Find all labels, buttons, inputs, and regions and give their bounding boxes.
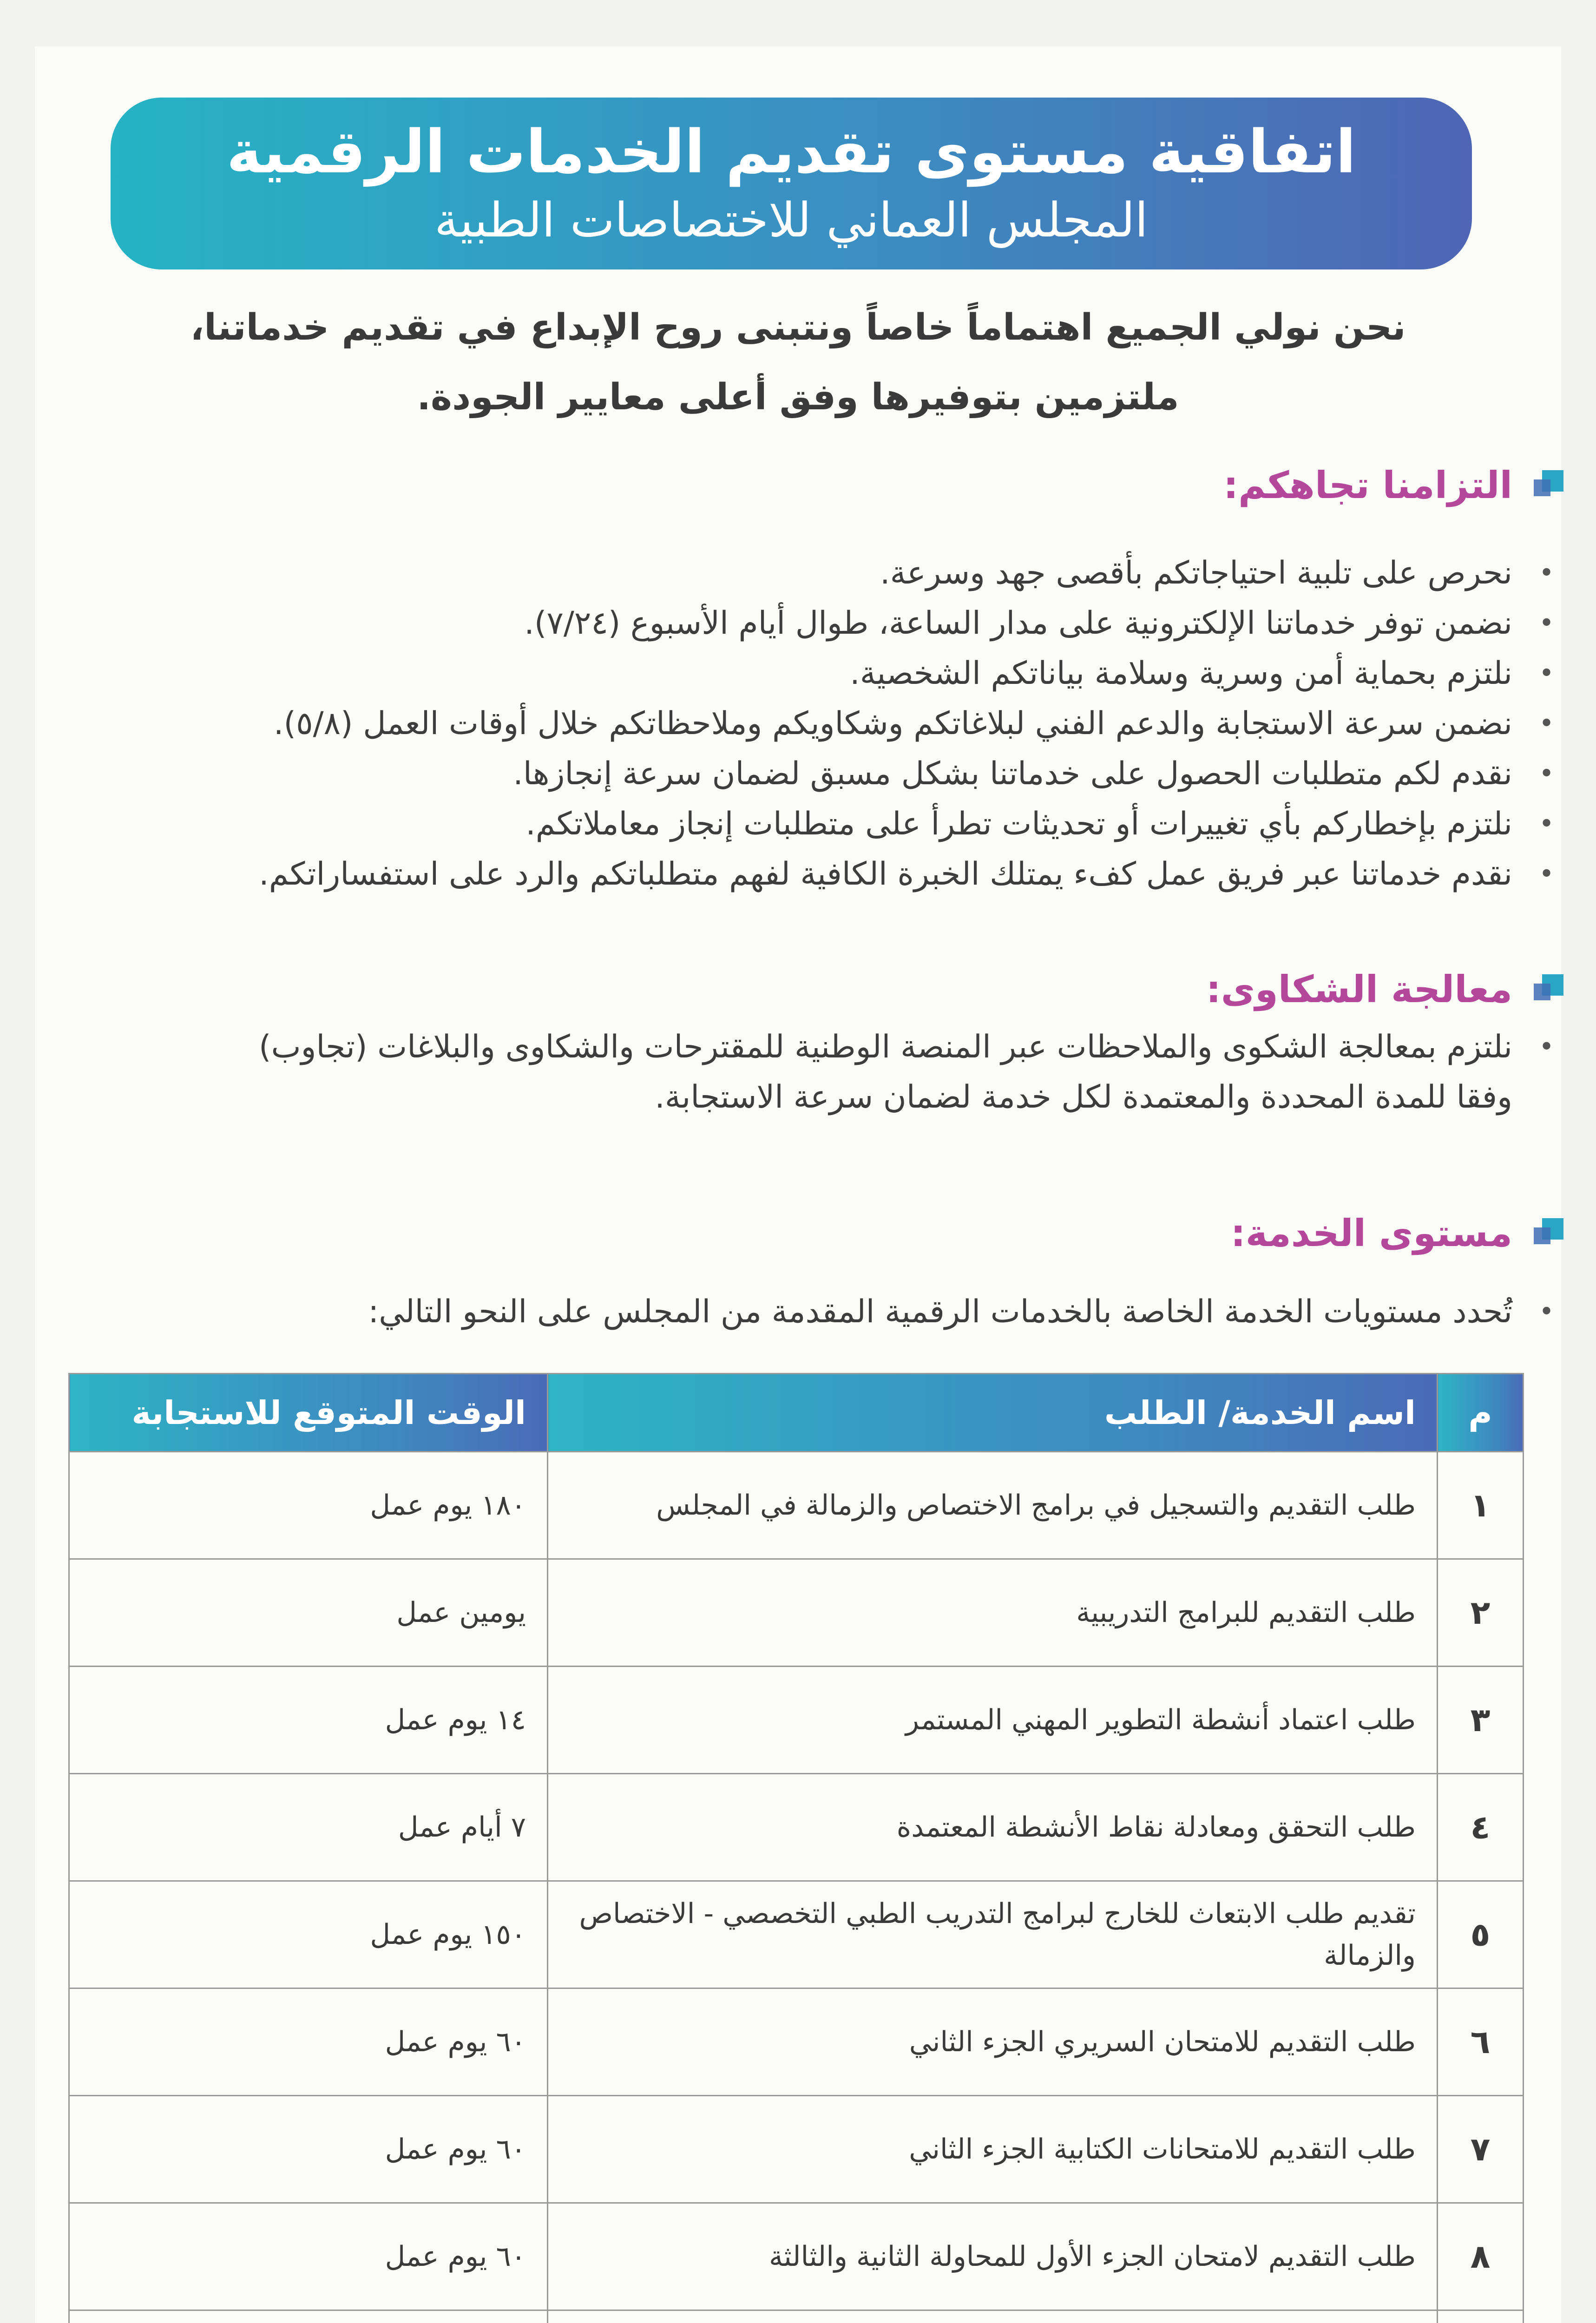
response-time: ١٤ يوم عمل [69, 1667, 548, 1774]
service-name: طلب التقديم للامتحانات الكتابية الجزء الثاني [548, 2096, 1438, 2203]
row-number: ٢ [1438, 1559, 1524, 1667]
row-number: ٤ [1438, 1774, 1524, 1881]
service-name [548, 2310, 1438, 2323]
service-name: طلب التقديم والتسجيل في برامج الاختصاص والزمالة في المجلس [548, 1452, 1438, 1559]
section-title-service-level [1231, 1208, 1563, 1259]
section-title-complaints [1206, 964, 1563, 1015]
response-time: ٦٠ يوم عمل [69, 2096, 548, 2203]
row-number: ٨ [1438, 2203, 1524, 2310]
table-row [69, 1667, 1524, 1774]
table-row [69, 2096, 1524, 2203]
service-name: طلب اعتماد أنشطة التطوير المهني المستمر [548, 1667, 1438, 1774]
response-time: ٦٠ يوم عمل [69, 2203, 548, 2310]
list-item: • نضمن توفر خدماتنا الإلكترونية على مدار الساعة، طوال أيام الأسبوع (٧/٢٤). [74, 598, 1554, 649]
list-item: • نقدم لكم متطلبات الحصول على خدماتنا بشكل مسبق لضمان سرعة إنجازها. [74, 749, 1554, 799]
table-row [69, 2203, 1524, 2310]
service-name: تقديم طلب الابتعاث للخارج لبرامج التدريب الطبي التخصصي - الاختصاص والزمالة [548, 1881, 1438, 1988]
section-title-text: مستوى الخدمة: [1230, 1212, 1512, 1255]
list-item: • نحرص على تلبية احتياجاتكم بأقصى جهد وسرعة. [74, 548, 1554, 598]
list-item: • تُحدد مستويات الخدمة الخاصة بالخدمات الرقمية المقدمة من المجلس على النحو التالي: [74, 1287, 1554, 1337]
intro-line-1: نحن نولي الجميع اهتماماً خاصاً ونتبنى روح الإبداع في تقديم خدماتنا، [190, 307, 1406, 348]
service-name: طلب التحقق ومعادلة نقاط الأنشطة المعتمدة [548, 1774, 1438, 1881]
section-bullet-icon [1535, 470, 1563, 499]
column-header-response-time: الوقت المتوقع للاستجابة [69, 1374, 548, 1452]
table-row [69, 1774, 1524, 1881]
section-title-commitment [1223, 460, 1563, 511]
table-row [69, 1559, 1524, 1667]
response-time: ٦٠ يوم عمل [69, 1988, 548, 2096]
row-number: ٦ [1438, 1988, 1524, 2096]
table-row [69, 1452, 1524, 1559]
service-level-table [70, 1373, 1524, 2323]
response-time: يومين عمل [69, 1559, 548, 1667]
section-title-text: التزامنا تجاهكم: [1223, 464, 1512, 507]
list-item: • نلتزم بحماية أمن وسرية وسلامة بياناتكم الشخصية. [74, 649, 1554, 699]
column-header-service: اسم الخدمة/ الطلب [548, 1374, 1438, 1452]
table-row [69, 1881, 1524, 1988]
list-item [70, 1022, 1554, 1122]
row-number: ١ [1438, 1452, 1524, 1559]
section-bullet-icon [1535, 1218, 1563, 1247]
complaints-list [70, 1022, 1554, 1122]
table-header-row [69, 1374, 1524, 1452]
table-row [69, 1988, 1524, 2096]
column-header-number: م [1438, 1374, 1524, 1452]
service-name: طلب التقديم لامتحان الجزء الأول للمحاولة الثانية والثالثة [548, 2203, 1438, 2310]
list-item: • نلتزم بإخطاركم بأي تغييرات أو تحديثات تطرأ على متطلبات إنجاز معاملاتكم. [74, 799, 1554, 849]
response-time [69, 2310, 548, 2323]
intro-line-2: ملتزمين بتوفيرها وفق أعلى معايير الجودة. [417, 376, 1179, 418]
table-body [69, 1452, 1524, 2323]
row-number [1438, 2310, 1524, 2323]
service-level-list [74, 1287, 1554, 1337]
row-number: ٥ [1438, 1881, 1524, 1988]
page-title: اتفاقية مستوى تقديم الخدمات الرقمية [226, 118, 1356, 187]
service-name: طلب التقديم للبرامج التدريبية [548, 1559, 1438, 1667]
list-item: • نضمن سرعة الاستجابة والدعم الفني لبلاغاتكم وشكاويكم وملاحظاتكم خلال أوقات العمل (٥/٨). [74, 699, 1554, 749]
row-number: ٣ [1438, 1667, 1524, 1774]
response-time: ١٨٠ يوم عمل [69, 1452, 548, 1559]
complaints-line-2: وفقا للمدة المحددة والمعتمدة لكل خدمة لضمان سرعة الاستجابة. [655, 1079, 1512, 1116]
response-time: ٧ أيام عمل [69, 1774, 548, 1881]
section-title-text: معالجة الشكاوى: [1206, 968, 1512, 1011]
table-row [69, 2310, 1524, 2323]
commitment-list [74, 548, 1554, 899]
section-bullet-icon [1535, 974, 1563, 1003]
response-time: ١٥٠ يوم عمل [69, 1881, 548, 1988]
list-item: • نقدم خدماتنا عبر فريق عمل كفء يمتلك الخبرة الكافية لفهم متطلباتكم والرد على استفساراتكم. [74, 849, 1554, 899]
intro-text [139, 293, 1457, 432]
page-subtitle: المجلس العماني للاختصاصات الطبية [434, 193, 1148, 248]
header-banner [111, 98, 1472, 269]
complaints-line-1: • نلتزم بمعالجة الشكوى والملاحظات عبر المنصة الوطنية للمقترحات والشكاوى والبلاغات (تجاوب) [259, 1029, 1512, 1065]
row-number: ٧ [1438, 2096, 1524, 2203]
service-name: طلب التقديم للامتحان السريري الجزء الثاني [548, 1988, 1438, 2096]
